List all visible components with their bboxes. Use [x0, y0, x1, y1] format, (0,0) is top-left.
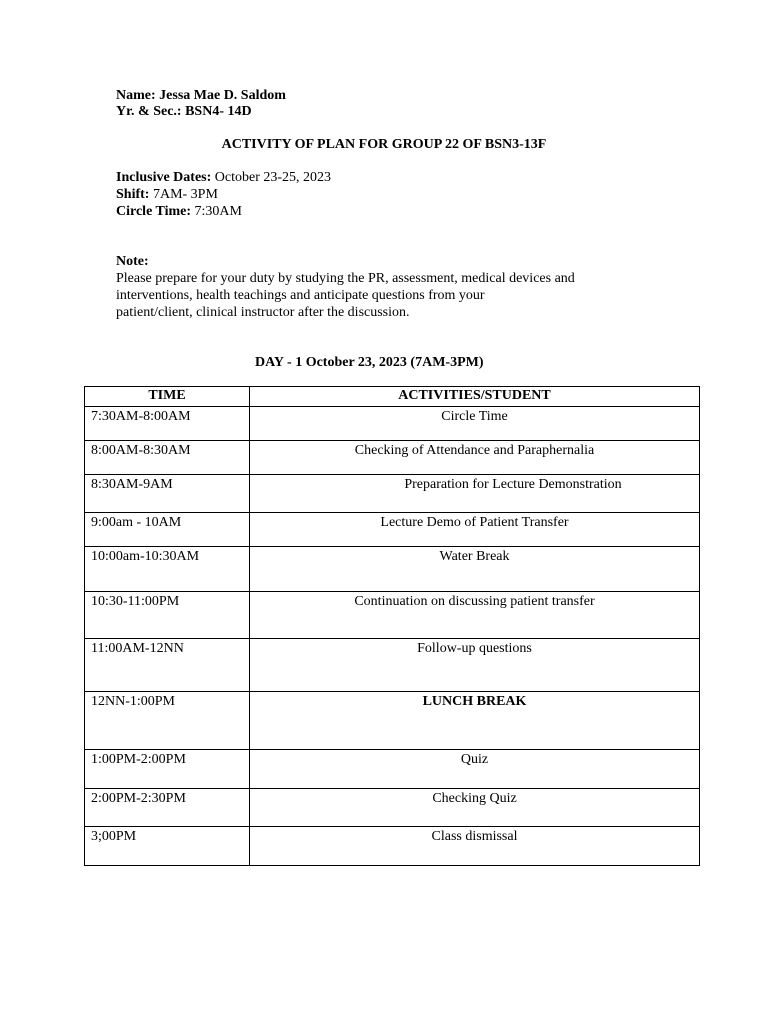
table-row — [85, 592, 700, 639]
shift-label: Shift: — [116, 187, 150, 202]
note-line: Please prepare for your duty by studying the PR, assessment, medical devices and — [116, 271, 575, 286]
student-name — [116, 87, 286, 104]
table-row — [85, 513, 700, 547]
shift-value: 7AM- 3PM — [152, 187, 218, 202]
table-row — [85, 639, 700, 692]
activity-cell: Lecture Demo of Patient Transfer — [250, 513, 700, 547]
note-line: interventions, health teachings and anticipate questions from your — [116, 288, 485, 303]
dates-label: Inclusive Dates: — [116, 170, 212, 185]
time-cell: 7:30AM-8:00AM — [85, 407, 250, 441]
circle-label: Circle Time: — [116, 204, 192, 219]
schedule-table — [84, 386, 700, 866]
activity-cell: LUNCH BREAK — [250, 692, 700, 750]
activity-cell: Quiz — [250, 750, 700, 789]
time-cell: 10:30-11:00PM — [85, 592, 250, 639]
time-cell: 10:00am-10:30AM — [85, 547, 250, 592]
header-time: TIME — [85, 387, 250, 407]
name-label: Name: — [116, 88, 156, 103]
shift — [116, 186, 218, 203]
activity-cell: Checking Quiz — [250, 789, 700, 827]
table-row — [85, 475, 700, 513]
table-row — [85, 827, 700, 866]
circle-time — [116, 203, 242, 220]
table-row — [85, 692, 700, 750]
name-value: Jessa Mae D. Saldom — [159, 88, 286, 103]
note-line: patient/client, clinical instructor after the discussion. — [116, 305, 410, 320]
dates-value: October 23-25, 2023 — [214, 170, 332, 185]
activity-cell: Checking of Attendance and Paraphernalia — [250, 441, 700, 475]
time-cell: 8:30AM-9AM — [85, 475, 250, 513]
table-row — [85, 750, 700, 789]
time-cell: 9:00am - 10AM — [85, 513, 250, 547]
time-cell: 12NN-1:00PM — [85, 692, 250, 750]
activity-cell: Water Break — [250, 547, 700, 592]
table-row — [85, 407, 700, 441]
year-section — [116, 103, 252, 120]
time-cell: 8:00AM-8:30AM — [85, 441, 250, 475]
activity-cell: Preparation for Lecture Demonstration — [250, 475, 700, 513]
time-cell: 2:00PM-2:30PM — [85, 789, 250, 827]
table-row — [85, 789, 700, 827]
inclusive-dates — [116, 169, 331, 186]
note-body — [116, 270, 575, 321]
circle-value: 7:30AM — [194, 204, 242, 219]
activity-cell: Continuation on discussing patient transfer — [250, 592, 700, 639]
section-value: BSN4- 14D — [185, 104, 252, 119]
activity-cell: Class dismissal — [250, 827, 700, 866]
time-cell: 11:00AM-12NN — [85, 639, 250, 692]
time-cell: 1:00PM-2:00PM — [85, 750, 250, 789]
note-label: Note: — [116, 254, 149, 269]
header-activities: ACTIVITIES/STUDENT — [250, 387, 700, 407]
day-heading: DAY - 1 October 23, 2023 (7AM-3PM) — [255, 355, 484, 370]
time-cell: 3;00PM — [85, 827, 250, 866]
document-title: ACTIVITY OF PLAN FOR GROUP 22 OF BSN3-13F — [221, 137, 547, 152]
table-row — [85, 441, 700, 475]
table-row — [85, 547, 700, 592]
activity-cell: Follow-up questions — [250, 639, 700, 692]
section-label: Yr. & Sec.: — [116, 104, 182, 119]
table-header-row — [85, 387, 700, 407]
activity-cell: Circle Time — [250, 407, 700, 441]
